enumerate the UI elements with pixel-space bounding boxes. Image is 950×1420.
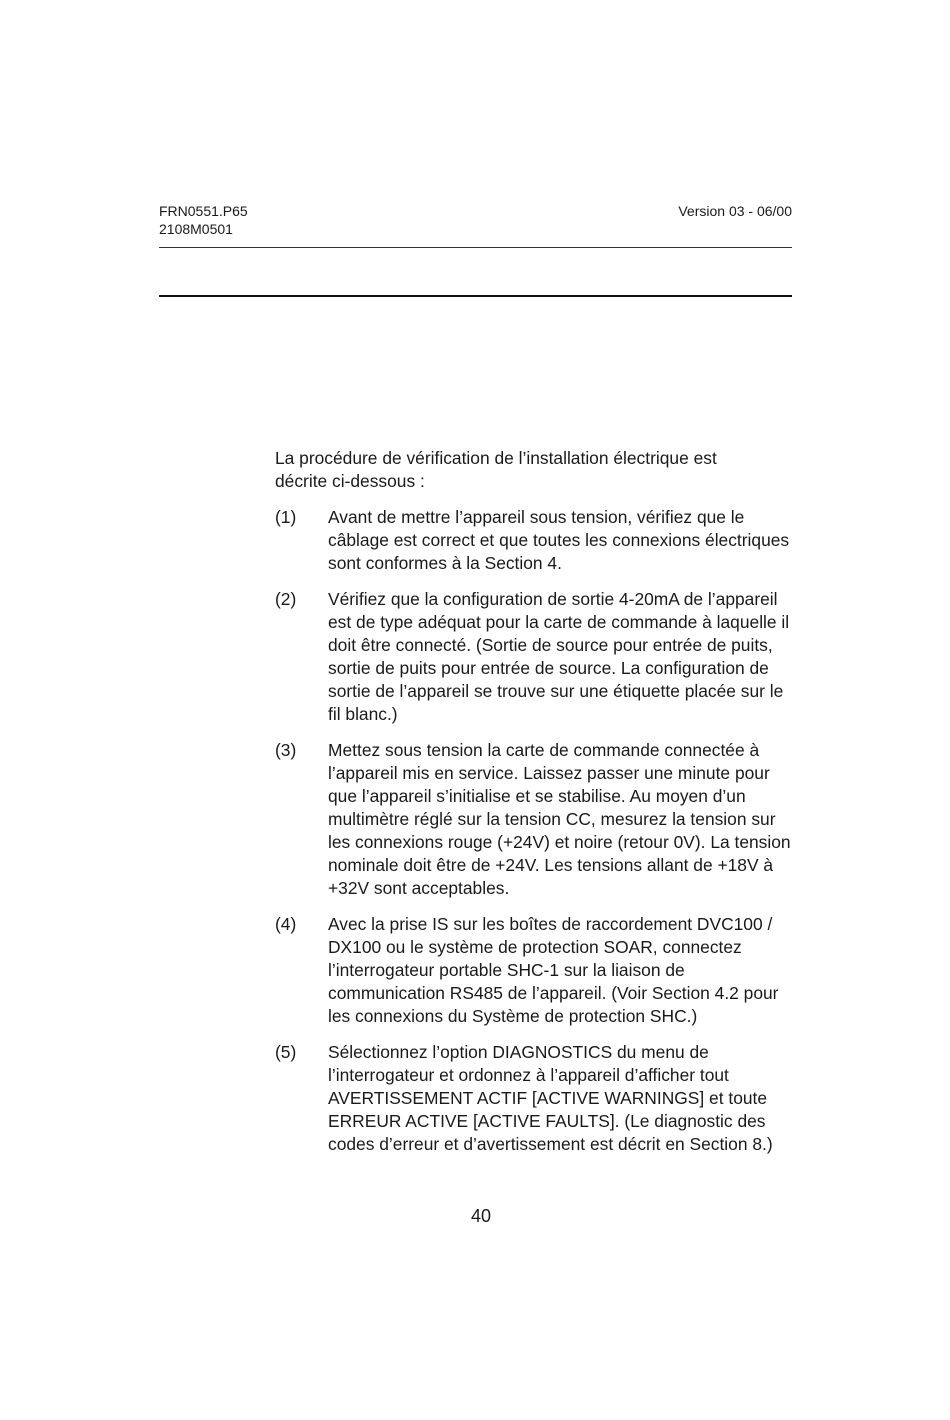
step-text: Avant de mettre l’appareil sous tension, vérifiez que le câblage est correct et que toutes les connexions électriques sont conformes à la Section 4. <box>328 507 790 573</box>
step-text: Mettez sous tension la carte de commande connectée à l’appareil mis en service. Laissez passer une minute pour que l’appareil s’initialise et se stabilise. Au moyen d’un multimètre réglé sur la tension CC, mesurez la tension sur les connexions rouge (+24V) et noire (retour 0V). La tension nominale doit être de +24V. Les tensions allant de +18V à +32V sont acceptables. <box>328 740 791 898</box>
header-left <box>159 202 248 238</box>
header-divider <box>159 247 792 248</box>
step-number: (1) <box>275 507 297 527</box>
procedure-content <box>275 447 800 1169</box>
file-name: FRN0551.P65 <box>159 203 248 219</box>
step-number: (4) <box>275 914 297 934</box>
version-label: Version 03 - 06/00 <box>678 203 792 219</box>
procedure-step-4 <box>275 913 800 1028</box>
section-divider <box>159 295 792 297</box>
procedure-step-5 <box>275 1041 800 1156</box>
step-text: Sélectionnez l’option DIAGNOSTICS du menu de l’interrogateur et ordonnez à l’appareil d’afficher tout AVERTISSEMENT ACTIF [ACTIVE WARNINGS] et toute ERREUR ACTIVE [ACTIVE FAULTS]. (Le diagnostic des codes d’erreur et d’avertissement est décrit en Section 8.) <box>328 1042 773 1154</box>
step-text: Avec la prise IS sur les boîtes de raccordement DVC100 / DX100 ou le système de protection SOAR, connectez l’interrogateur portable SHC-1 sur la liaison de communication RS485 de l’appareil. (Voir Section 4.2 pour les connexions du Système de protection SHC.) <box>328 914 779 1026</box>
step-number: (3) <box>275 740 297 760</box>
document-code: 2108M0501 <box>159 221 233 237</box>
step-text: Vérifiez que la configuration de sortie 4-20mA de l’appareil est de type adéquat pour la carte de commande à laquelle il doit être connecté. (Sortie de source pour entrée de puits, sortie de puits pour entrée de source. La configuration de sortie de l’appareil se trouve sur une étiquette placée sur le fil blanc.) <box>328 589 790 724</box>
procedure-step-1 <box>275 506 800 575</box>
procedure-step-2 <box>275 588 800 726</box>
procedure-step-3 <box>275 739 800 900</box>
step-number: (2) <box>275 589 297 609</box>
intro-paragraph: La procédure de vérification de l’installation électrique est décrite ci-dessous : <box>275 448 717 491</box>
page-number: 40 <box>470 1206 492 1226</box>
step-number: (5) <box>275 1042 297 1062</box>
